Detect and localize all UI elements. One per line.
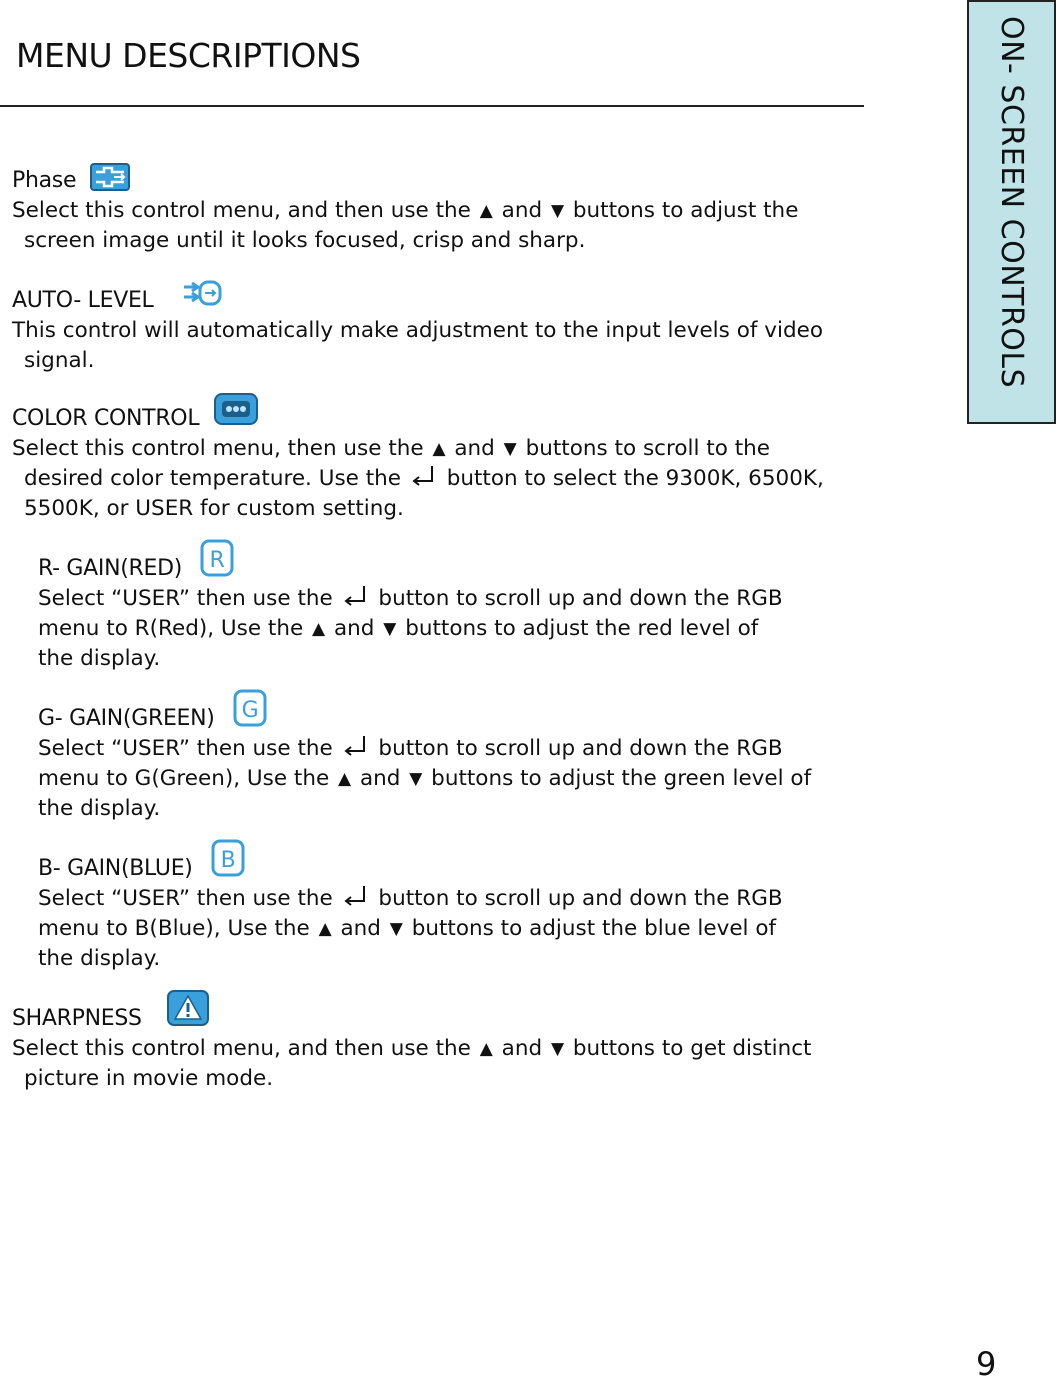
up-arrow-icon: ▲ <box>338 769 352 789</box>
section-heading <box>38 847 938 884</box>
body-text: buttons to scroll to the <box>525 436 770 461</box>
heading-text: COLOR CONTROL <box>12 406 200 431</box>
body-text: Select this control menu, and then use the <box>12 1036 471 1061</box>
b-gain-icon <box>211 839 245 886</box>
body-text: the display. <box>38 946 161 971</box>
heading-text: B- GAIN(BLUE) <box>38 856 193 881</box>
body-text: the display. <box>38 646 161 671</box>
enter-key-icon <box>342 585 370 609</box>
color-control-icon <box>213 392 259 435</box>
svg-text:R: R <box>209 547 225 573</box>
section-phase <box>12 166 912 256</box>
body-text: and <box>340 916 381 941</box>
body-text: and <box>333 616 375 641</box>
up-arrow-icon: ▲ <box>479 1039 493 1059</box>
body-text: Select this control menu, and then use the <box>12 198 471 223</box>
body-text: and <box>454 436 495 461</box>
g-gain-icon <box>233 689 267 736</box>
enter-key-icon <box>410 465 438 489</box>
section-heading <box>12 286 912 316</box>
section-heading <box>12 404 912 434</box>
down-arrow-icon: ▼ <box>383 619 397 639</box>
body-text: Select “USER” then use the <box>38 586 333 611</box>
body-text: the display. <box>38 796 161 821</box>
section-auto-level <box>12 286 912 376</box>
body-text: and <box>501 198 543 223</box>
body-text: button to scroll up and down the RGB <box>378 886 783 911</box>
sharpness-icon <box>166 989 210 1036</box>
body-text: buttons to adjust the <box>572 198 799 223</box>
svg-text:B: B <box>220 847 235 873</box>
body-text: picture in movie mode. <box>24 1066 274 1091</box>
body-text: and <box>501 1036 543 1061</box>
section-g-gain <box>38 697 938 824</box>
body-text: button to select the 9300K, 6500K, <box>446 466 824 491</box>
heading-text: SHARPNESS <box>12 1006 142 1031</box>
section-r-gain <box>38 547 938 674</box>
body-text: and <box>359 766 401 791</box>
heading-text: AUTO- LEVEL <box>12 288 154 313</box>
down-arrow-icon: ▼ <box>389 919 403 939</box>
heading-text: R- GAIN(RED) <box>38 556 183 581</box>
up-arrow-icon: ▲ <box>312 619 326 639</box>
down-arrow-icon: ▼ <box>550 201 565 221</box>
body-text: Select “USER” then use the <box>38 736 333 761</box>
heading-text: Phase <box>12 168 77 193</box>
up-arrow-icon: ▲ <box>318 919 332 939</box>
page-number: 9 <box>976 1345 997 1383</box>
body-text: screen image until it looks focused, crisp and sharp. <box>24 228 586 253</box>
body-text: buttons to adjust the red level of <box>405 616 759 641</box>
body-text: 5500K, or USER for custom setting. <box>24 496 404 521</box>
body-text: button to scroll up and down the RGB <box>378 736 783 761</box>
body-text: buttons to adjust the blue level of <box>411 916 777 941</box>
body-text: This control will automatically make adjustment to the input levels of video <box>12 318 823 343</box>
body-text: desired color temperature. Use the <box>24 466 401 491</box>
page-title: MENU DESCRIPTIONS <box>16 36 361 75</box>
section-heading <box>12 166 912 196</box>
section-sharpness <box>12 1004 912 1094</box>
side-tab <box>967 0 1056 424</box>
enter-key-icon <box>342 735 370 759</box>
body-text: button to scroll up and down the RGB <box>378 586 783 611</box>
body-text: menu to B(Blue), Use the <box>38 916 310 941</box>
auto-level-icon <box>182 279 222 316</box>
enter-key-icon <box>342 885 370 909</box>
title-divider <box>0 105 864 107</box>
down-arrow-icon: ▼ <box>550 1039 565 1059</box>
section-color-control <box>12 404 912 524</box>
svg-text:G: G <box>241 697 258 723</box>
up-arrow-icon: ▲ <box>479 201 493 221</box>
body-text: signal. <box>24 348 95 373</box>
heading-text: G- GAIN(GREEN) <box>38 706 215 731</box>
up-arrow-icon: ▲ <box>432 439 446 459</box>
body-text: buttons to get distinct <box>572 1036 812 1061</box>
phase-icon <box>90 163 130 200</box>
section-heading <box>12 1004 912 1034</box>
section-heading <box>38 547 938 584</box>
side-tab-label: ON- SCREEN CONTROLS <box>994 16 1029 389</box>
down-arrow-icon: ▼ <box>503 439 517 459</box>
section-heading <box>38 697 938 734</box>
body-text: menu to R(Red), Use the <box>38 616 304 641</box>
body-text: Select this control menu, then use the <box>12 436 424 461</box>
r-gain-icon <box>200 539 234 586</box>
body-text: buttons to adjust the green level of <box>431 766 812 791</box>
down-arrow-icon: ▼ <box>409 769 423 789</box>
body-text: menu to G(Green), Use the <box>38 766 330 791</box>
section-b-gain <box>38 847 938 974</box>
body-text: Select “USER” then use the <box>38 886 333 911</box>
